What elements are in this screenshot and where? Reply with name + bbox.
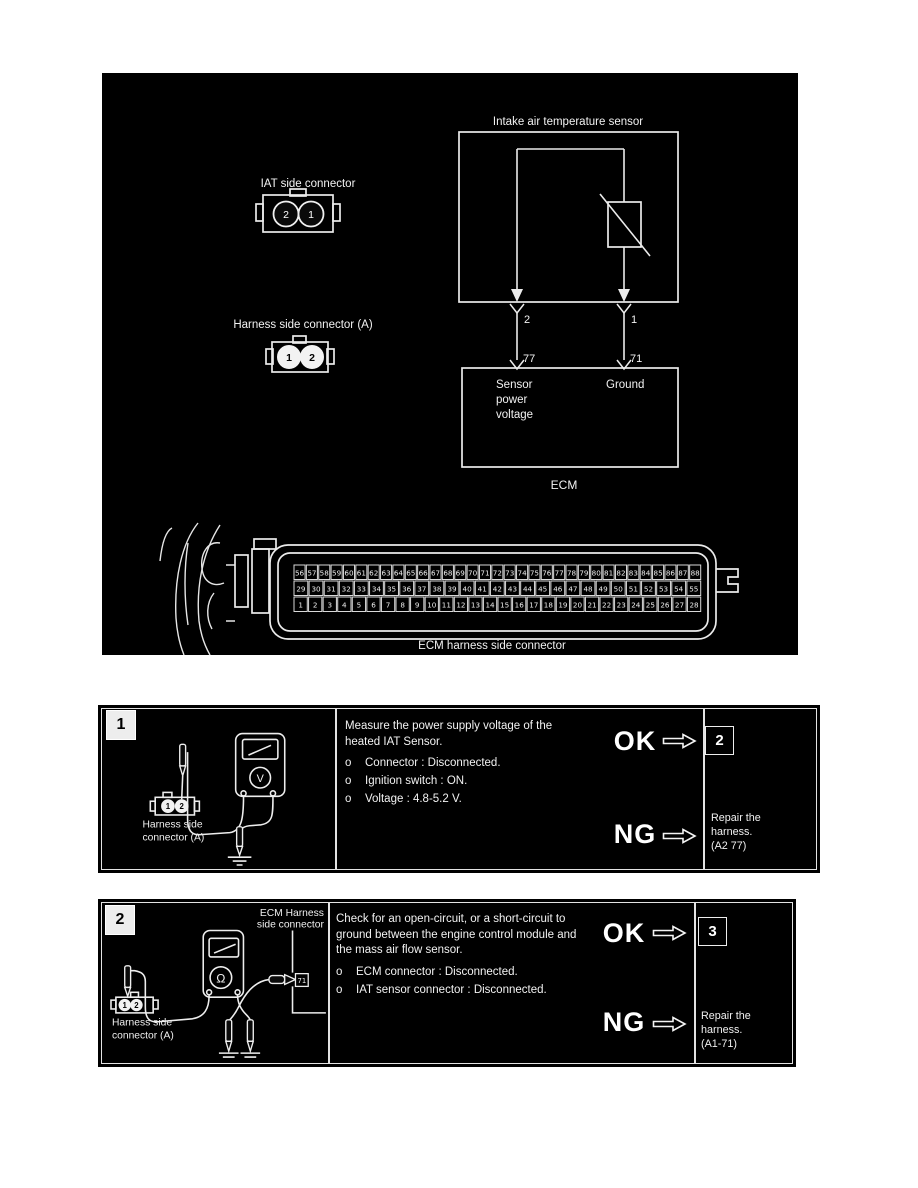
ecm-pin-number: 10 [427,600,437,610]
connector-label-line1: Harness side [142,819,203,831]
ecm-connector-pin-grid [294,565,701,612]
bullet-item [345,754,579,772]
probe [237,827,243,847]
ecm-pin-number: 14 [485,600,495,610]
ok-target-box [698,917,727,946]
divider [335,709,337,869]
harness-pin-2-number: 2 [309,352,315,364]
probe-tip [226,1041,232,1051]
ecm-pin-number: 70 [468,568,478,578]
sensor-pin-2-label: 2 [524,314,531,326]
ecm-left-label-line1: Sensor [496,379,533,391]
harness-side-connector [233,319,373,372]
ng-action [701,1010,751,1051]
ecm-pin-number: 88 [690,568,700,578]
ecm-pin-number: 29 [296,584,306,594]
ok-label: OK [602,918,646,948]
ecm-pin-number: 76 [542,568,552,578]
ecm-pin-number: 79 [579,568,589,578]
ecm-pin-number: 53 [658,584,669,594]
sensor-to-ecm-wires [510,304,642,369]
ecm-pin-number: 59 [332,568,342,578]
ecm-ground-label: Ground [606,379,645,391]
ecm-pin-number: 40 [462,584,472,594]
ng-arrow-icon [652,1016,687,1032]
ecm-pin-number: 9 [414,600,420,610]
sensor-title: Intake air temperature sensor [492,116,644,128]
probe [226,1020,232,1042]
ecm-pin-number: 47 [568,584,578,594]
ecm-pin-number: 62 [369,568,379,578]
ecm-pin-number: 52 [643,584,654,594]
ecm-pin-number: 34 [371,584,382,594]
connector-tab [333,204,340,221]
bullet-marker: o [345,793,352,805]
probe [125,966,131,988]
ecm-pin-number: 58 [319,568,329,578]
meter-needle [248,745,271,755]
ng-action-line: Repair the [711,812,761,824]
bullet-marker: o [345,757,352,769]
meter-terminal [241,791,246,796]
ecm-pin-number: 86 [665,568,676,578]
connector-latch [235,555,248,607]
ecm-pin-number: 12 [456,600,466,610]
ecm-pin-number: 8 [400,600,405,610]
meter-display [209,938,238,957]
voltmeter-symbol: V [256,773,264,786]
ok-label: OK [613,726,657,756]
harness-pin-1-number: 1 [286,352,292,364]
ecm-pin-number: 49 [598,584,608,594]
ecm-pin-number: 35 [386,584,397,594]
ecm-pin-number: 33 [356,584,366,594]
arrow-down-icon [618,289,630,302]
ecm-pin-number: 21 [587,600,597,610]
bullet-text: Connector : Disconnected. [365,757,501,769]
connector-label-line2: connector (A) [142,832,205,844]
instruction-block [336,912,588,999]
ecm-pin-number: 11 [441,600,451,610]
step-2-box [101,902,793,1064]
ecm-pin-number: 54 [674,584,684,594]
bullet-marker: o [336,983,343,996]
connector-tab [150,801,155,811]
meter-terminal [207,990,212,995]
instruction-text: Measure the power supply voltage of the heated IAT Sensor. [345,720,553,748]
pin-1-number: 1 [165,802,171,812]
ecm-pin-number: 56 [294,568,305,578]
connector-label-line1: Harness side [111,1017,173,1029]
probe-tip [237,846,243,855]
ecm-pin-number: 38 [432,584,442,594]
ng-action-line: Repair the [701,1010,751,1022]
iat-pin-2-number: 2 [283,209,289,221]
ecm-pin-number: 84 [641,568,651,578]
arrow-down-icon [511,289,523,302]
ecm-pin-number: 41 [477,584,487,594]
step-number: 2 [115,911,125,928]
connector-latch [252,549,269,613]
iat-side-connector [256,178,356,232]
ok-arrow-icon [662,733,697,749]
ecm-pin-number: 18 [543,600,553,610]
instruction-text: Check for an open-circuit, or a short-circuit to ground between the engine control module and the mass air flow sensor. [336,913,577,956]
ecm-pin-number: 74 [517,568,527,578]
ecm-harness-label-line1: ECM Harness [259,907,324,919]
sensor-box [459,132,678,302]
bullet-item [345,790,579,808]
ecm-pin-number: 50 [613,584,623,594]
ecm-pin-number: 23 [616,600,626,610]
ecm-pin-number: 7 [385,600,391,610]
ok-target-number: 2 [715,732,724,749]
connector-tab [163,792,172,797]
ecm-pin-number: 25 [645,600,655,610]
connector-tab [131,992,139,997]
ecm-left-label-line2: power [496,394,528,406]
bullet-text: Voltage : 4.8-5.2 V. [365,793,462,805]
ng-action [711,812,761,853]
ecm-pin-number: 30 [311,584,321,594]
harness-connector-a [150,792,199,815]
bullet-item [336,981,588,999]
connector-tab [256,204,263,221]
ecm-pin-number: 20 [572,600,583,610]
connector-tab [194,801,199,811]
probe [180,744,186,766]
connector-clip [716,569,738,592]
ecm-pin-number: 24 [631,600,641,610]
probe-tip [285,975,296,985]
ohmmeter-symbol: Ω [216,971,226,986]
ng-action-line: (A2 77) [711,839,747,852]
ng-label: NG [602,1007,646,1037]
meter-terminal [235,990,240,995]
step1-illustration [102,709,335,866]
connector-tab [111,1000,116,1009]
ok-target-box [705,726,734,755]
ecm-pin-number: 28 [689,600,699,610]
bullet-text: IAT sensor connector : Disconnected. [356,983,547,996]
ecm-pin-number: 60 [344,568,354,578]
ecm-pin-number: 17 [529,600,539,610]
probe-tip [247,1041,253,1051]
ecm-pin-number: 73 [505,568,515,578]
ecm-pin-number: 32 [341,584,351,594]
ng-action-line: harness. [711,825,753,838]
sensor-circuit [511,149,650,302]
ecm-pin-number: 67 [430,568,441,578]
meter-needle [214,944,236,953]
wiring-diagram [102,73,798,655]
ecm-pin-number: 65 [406,568,416,578]
ecm-pin-number: 66 [418,568,428,578]
ecm-pin-number: 31 [326,584,336,594]
ecm-harness-connector [160,523,738,655]
probe-tip [180,766,186,776]
ecm-box [462,368,678,467]
step2-illustration [102,903,328,1060]
meter-terminal [270,791,275,796]
step-number: 1 [116,716,126,733]
ecm-pin-number: 83 [628,568,638,578]
ecm-pin-number: 36 [402,584,412,594]
ecm-left-label-line3: voltage [496,409,534,421]
connector-latch-tab [254,539,276,549]
ecm-pin-number: 2 [312,600,318,610]
ok-target-number: 3 [708,923,717,940]
ecm-pin-number: 82 [616,568,626,578]
ecm-pin-number: 48 [583,584,593,594]
ecm-pin-number: 80 [591,568,601,578]
ecm-connector-caption: ECM harness side connector [418,640,566,652]
ecm-pin-leader-line [293,930,326,1012]
ecm-pin-number: 61 [356,568,366,578]
ng-arrow-icon [662,828,697,844]
wiring-diagram-panel [102,73,798,655]
ecm-pin-number: 27 [674,600,685,610]
ecm-pin-number: 16 [514,600,524,610]
voltmeter [236,734,285,797]
ecm-pin-number: 72 [492,568,502,578]
ecm-pin-number: 5 [356,600,362,610]
probe-horizontal [269,976,285,984]
pin-1-number: 1 [122,1000,127,1010]
ecm-pin-number: 46 [553,584,563,594]
ground-icon [219,1053,239,1057]
ecm-pin-number: 71 [480,568,490,578]
ng-label: NG [613,819,657,849]
sensor-pin-1-label: 1 [631,314,638,326]
ecm-pin-number: 69 [455,568,465,578]
ecm-pin-number: 51 [628,584,638,594]
divider [328,903,330,1063]
instruction-block [345,719,579,808]
pin-2-number: 2 [134,1000,139,1010]
ecm-pin-number: 57 [307,568,317,578]
ecm-pin-number: 55 [689,584,699,594]
ecm-pin-number: 15 [500,600,510,610]
ecm-harness-label-line2: side connector [256,919,324,931]
ecm-pin-number: 45 [538,584,548,594]
divider [694,903,696,1063]
ecm-pin-number: 13 [470,600,481,610]
ecm-pin-number: 44 [522,584,533,594]
ecm-pin-number: 87 [678,568,688,578]
ecm-pin-number: 68 [443,568,453,578]
ecm-pin-number: 22 [602,600,612,610]
ecm-pin-number: 4 [342,600,347,610]
ecm-pin-number: 37 [417,584,427,594]
ecm-pin-number: 78 [566,568,577,578]
ecm-pin-number: 85 [653,568,663,578]
connector-tab [153,1000,158,1009]
harness-connector-title: Harness side connector (A) [233,319,373,331]
bullet-marker: o [345,775,352,787]
ground-icon [241,1053,261,1057]
ecm-pin-number: 77 [554,568,564,578]
ecm-pin-number: 26 [660,600,670,610]
iat-connector-title: IAT side connector [260,178,356,190]
ecm-pin-number: 63 [381,568,391,578]
probe-tip [125,987,131,996]
ecm-pin-number: 42 [492,584,502,594]
harness-connector-a [111,992,158,1013]
probe [247,1020,253,1042]
bullet-item [345,772,579,790]
pin-2-number: 2 [179,802,184,812]
ecm-pin-number: 19 [558,600,568,610]
step-1-box [101,708,817,870]
ecm-pin-number: 1 [298,600,303,610]
bullet-marker: o [336,965,343,978]
ecm-pin-number: 3 [327,600,333,610]
bullet-item [336,963,588,981]
ecm-pin-71-number: 71 [297,976,307,985]
hand-sketch [160,523,235,655]
bullet-text: ECM connector : Disconnected. [356,965,518,978]
ohmmeter [203,930,243,997]
ok-arrow-icon [652,925,687,941]
ecm-pin-number: 6 [371,600,376,610]
ecm-pin-71-label: 71 [630,353,643,365]
ecm-pin-number: 75 [529,568,540,578]
ecm-pin-77-label: 77 [523,353,536,365]
bullet-text: Ignition switch : ON. [365,775,468,787]
ng-action-line: harness. [701,1023,743,1036]
ecm-caption: ECM [550,478,578,492]
ecm-pin-number: 39 [447,584,457,594]
ecm-pin-number: 81 [604,568,614,578]
ground-icon [228,857,252,865]
ecm-pin-number: 64 [393,568,404,578]
iat-pin-1-number: 1 [308,209,314,221]
connector-label-line2: connector (A) [111,1030,174,1042]
ecm-pin-number: 43 [507,584,518,594]
ng-action-line: (A1-71) [701,1037,738,1050]
